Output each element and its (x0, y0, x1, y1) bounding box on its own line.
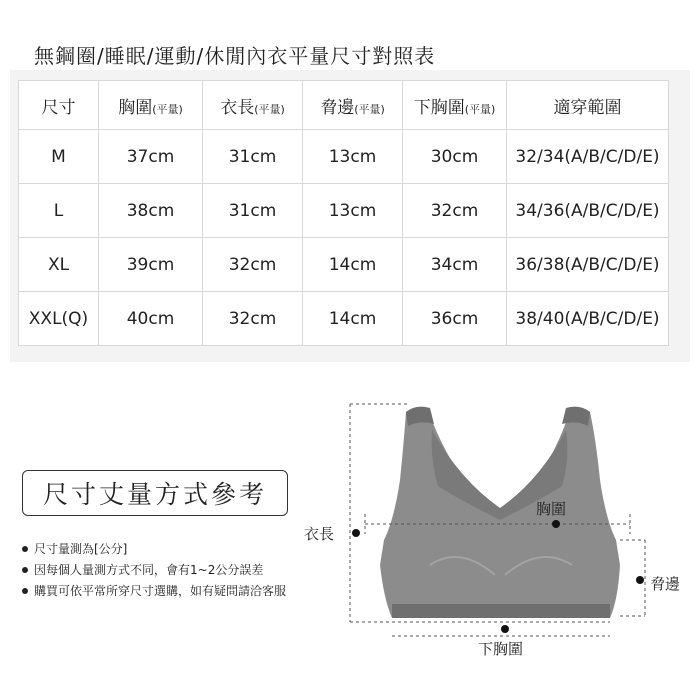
cell-side: 13cm (303, 130, 403, 184)
header-fit-range: 適穿範圍 (507, 81, 669, 130)
bust-marker (552, 520, 560, 528)
cell-side: 13cm (303, 184, 403, 238)
bullet-icon (22, 588, 28, 594)
unit-label: (平量) (152, 102, 183, 116)
cell-fit-range: 36/38(A/B/C/D/E) (507, 238, 669, 292)
cell-length: 32cm (203, 292, 303, 346)
header-size: 尺寸 (19, 81, 99, 130)
side-label: 脅邊 (650, 575, 681, 593)
cell-bust: 40cm (99, 292, 203, 346)
underbust-label: 下胸圍 (478, 640, 524, 658)
cell-side: 14cm (303, 238, 403, 292)
table-row (19, 130, 669, 184)
cell-fit-range: 32/34(A/B/C/D/E) (507, 130, 669, 184)
unit-label: (平量) (354, 102, 385, 116)
list-item: 尺寸量測為[公分] (22, 538, 286, 559)
cell-underbust: 34cm (403, 238, 507, 292)
size-table (18, 80, 669, 346)
header-bust: 胸圍(平量) (99, 81, 203, 130)
header-length: 衣長(平量) (203, 81, 303, 130)
cell-bust: 38cm (99, 184, 203, 238)
cell-underbust: 32cm (403, 184, 507, 238)
cell-length: 31cm (203, 184, 303, 238)
cell-length: 31cm (203, 130, 303, 184)
chart-title: 無鋼圈/睡眠/運動/休閒內衣平量尺寸對照表 (34, 44, 436, 68)
cell-bust: 39cm (99, 238, 203, 292)
size-table-panel (10, 70, 690, 362)
cell-side: 14cm (303, 292, 403, 346)
table-row (19, 292, 669, 346)
sports-bra-diagram (300, 390, 670, 660)
unit-label: (平量) (254, 102, 285, 116)
list-item: 購買可依平常所穿尺寸選購，如有疑問請洽客服 (22, 580, 286, 601)
header-side: 脅邊(平量) (303, 81, 403, 130)
table-header-row (19, 81, 669, 130)
cell-size: XL (19, 238, 99, 292)
length-label: 衣長 (304, 525, 335, 543)
cell-bust: 37cm (99, 130, 203, 184)
length-marker (352, 529, 360, 537)
underbust-marker (501, 625, 509, 633)
bust-label: 胸圍 (536, 500, 567, 518)
cell-underbust: 30cm (403, 130, 507, 184)
bullet-icon (22, 546, 28, 552)
table-row (19, 184, 669, 238)
bullet-icon (22, 567, 28, 573)
cell-size: XXL(Q) (19, 292, 99, 346)
measurement-method-title: 尺寸丈量方式參考 (22, 470, 288, 516)
cell-underbust: 36cm (403, 292, 507, 346)
cell-size: M (19, 130, 99, 184)
list-item: 因每個人量測方式不同，會有1~2公分誤差 (22, 559, 286, 580)
cell-fit-range: 38/40(A/B/C/D/E) (507, 292, 669, 346)
cell-size: L (19, 184, 99, 238)
notes-list (22, 538, 286, 601)
header-underbust: 下胸圍(平量) (403, 81, 507, 130)
cell-length: 32cm (203, 238, 303, 292)
table-row (19, 238, 669, 292)
side-marker (636, 576, 644, 584)
cell-fit-range: 34/36(A/B/C/D/E) (507, 184, 669, 238)
unit-label: (平量) (464, 102, 496, 116)
